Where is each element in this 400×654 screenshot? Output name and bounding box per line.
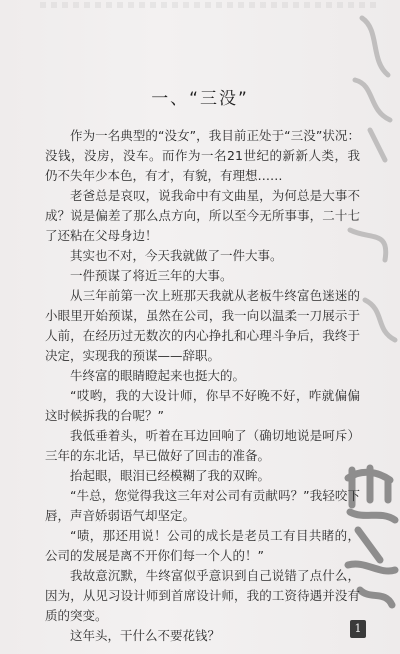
paragraph: “哎哟，我的大设计师，你早不好晚不好，咋就偏偏这时候拆我的台呢？” [45,388,360,423]
paragraph: “牛总，您觉得我这三年对公司有贡献吗？”我轻咬下唇，声音娇弱语气却坚定。 [45,488,360,523]
paragraph: 一件预谋了将近三年的大事。 [70,268,233,283]
paragraph: 抬起眼，眼泪已经模糊了我的双眸。 [70,468,271,483]
paragraph: “啧，那还用说！公司的成长是老员工有目共睹的，公司的发展是离不开你们每一个人的！” [45,528,360,563]
paragraph: 从三年前第一次上班那天我就从老板牛终富色迷迷的小眼里开始预谋，虽然在公司，我一向以温柔一刀展示于人前，在经历过无数次的内心挣扎和心理斗争后，我终于决定，实现我的预谋——辞职。 [45,288,360,363]
bleed-through-text [40,2,380,8]
paragraph: 这年头，干什么不要花钱？ [70,628,221,643]
paragraph: 老爸总是哀叹，说我命中有文曲星，为何总是大事不成？说是偏差了那么点方向，所以至今无所事事，二十七了还粘在父母身边！ [45,188,360,243]
paragraph: 其实也不对，今天我就做了一件大事。 [70,248,283,263]
paragraph: 我低垂着头，听着在耳边回响了（确切地说是呵斥）三年的东北话，早已做好了回击的准备。 [45,428,360,463]
page-number: 1 [350,620,366,638]
paragraph: 作为一名典型的“没女”，我目前正处于“三没”状况：没钱，没房，没车。而作为一名21世纪的新新人类，我仍不失年少本色，有才，有貌，有理想…… [45,128,360,183]
paragraph: 我故意沉默，牛终富似乎意识到自己说错了点什么，因为，从见习设计师到首席设计师，我的工资待遇并没有质的突变。 [45,568,360,623]
body-text [45,126,360,646]
chapter-title: 一、“三没” [151,89,249,109]
paragraph: 牛终富的眼睛瞪起来也挺大的。 [70,368,246,383]
